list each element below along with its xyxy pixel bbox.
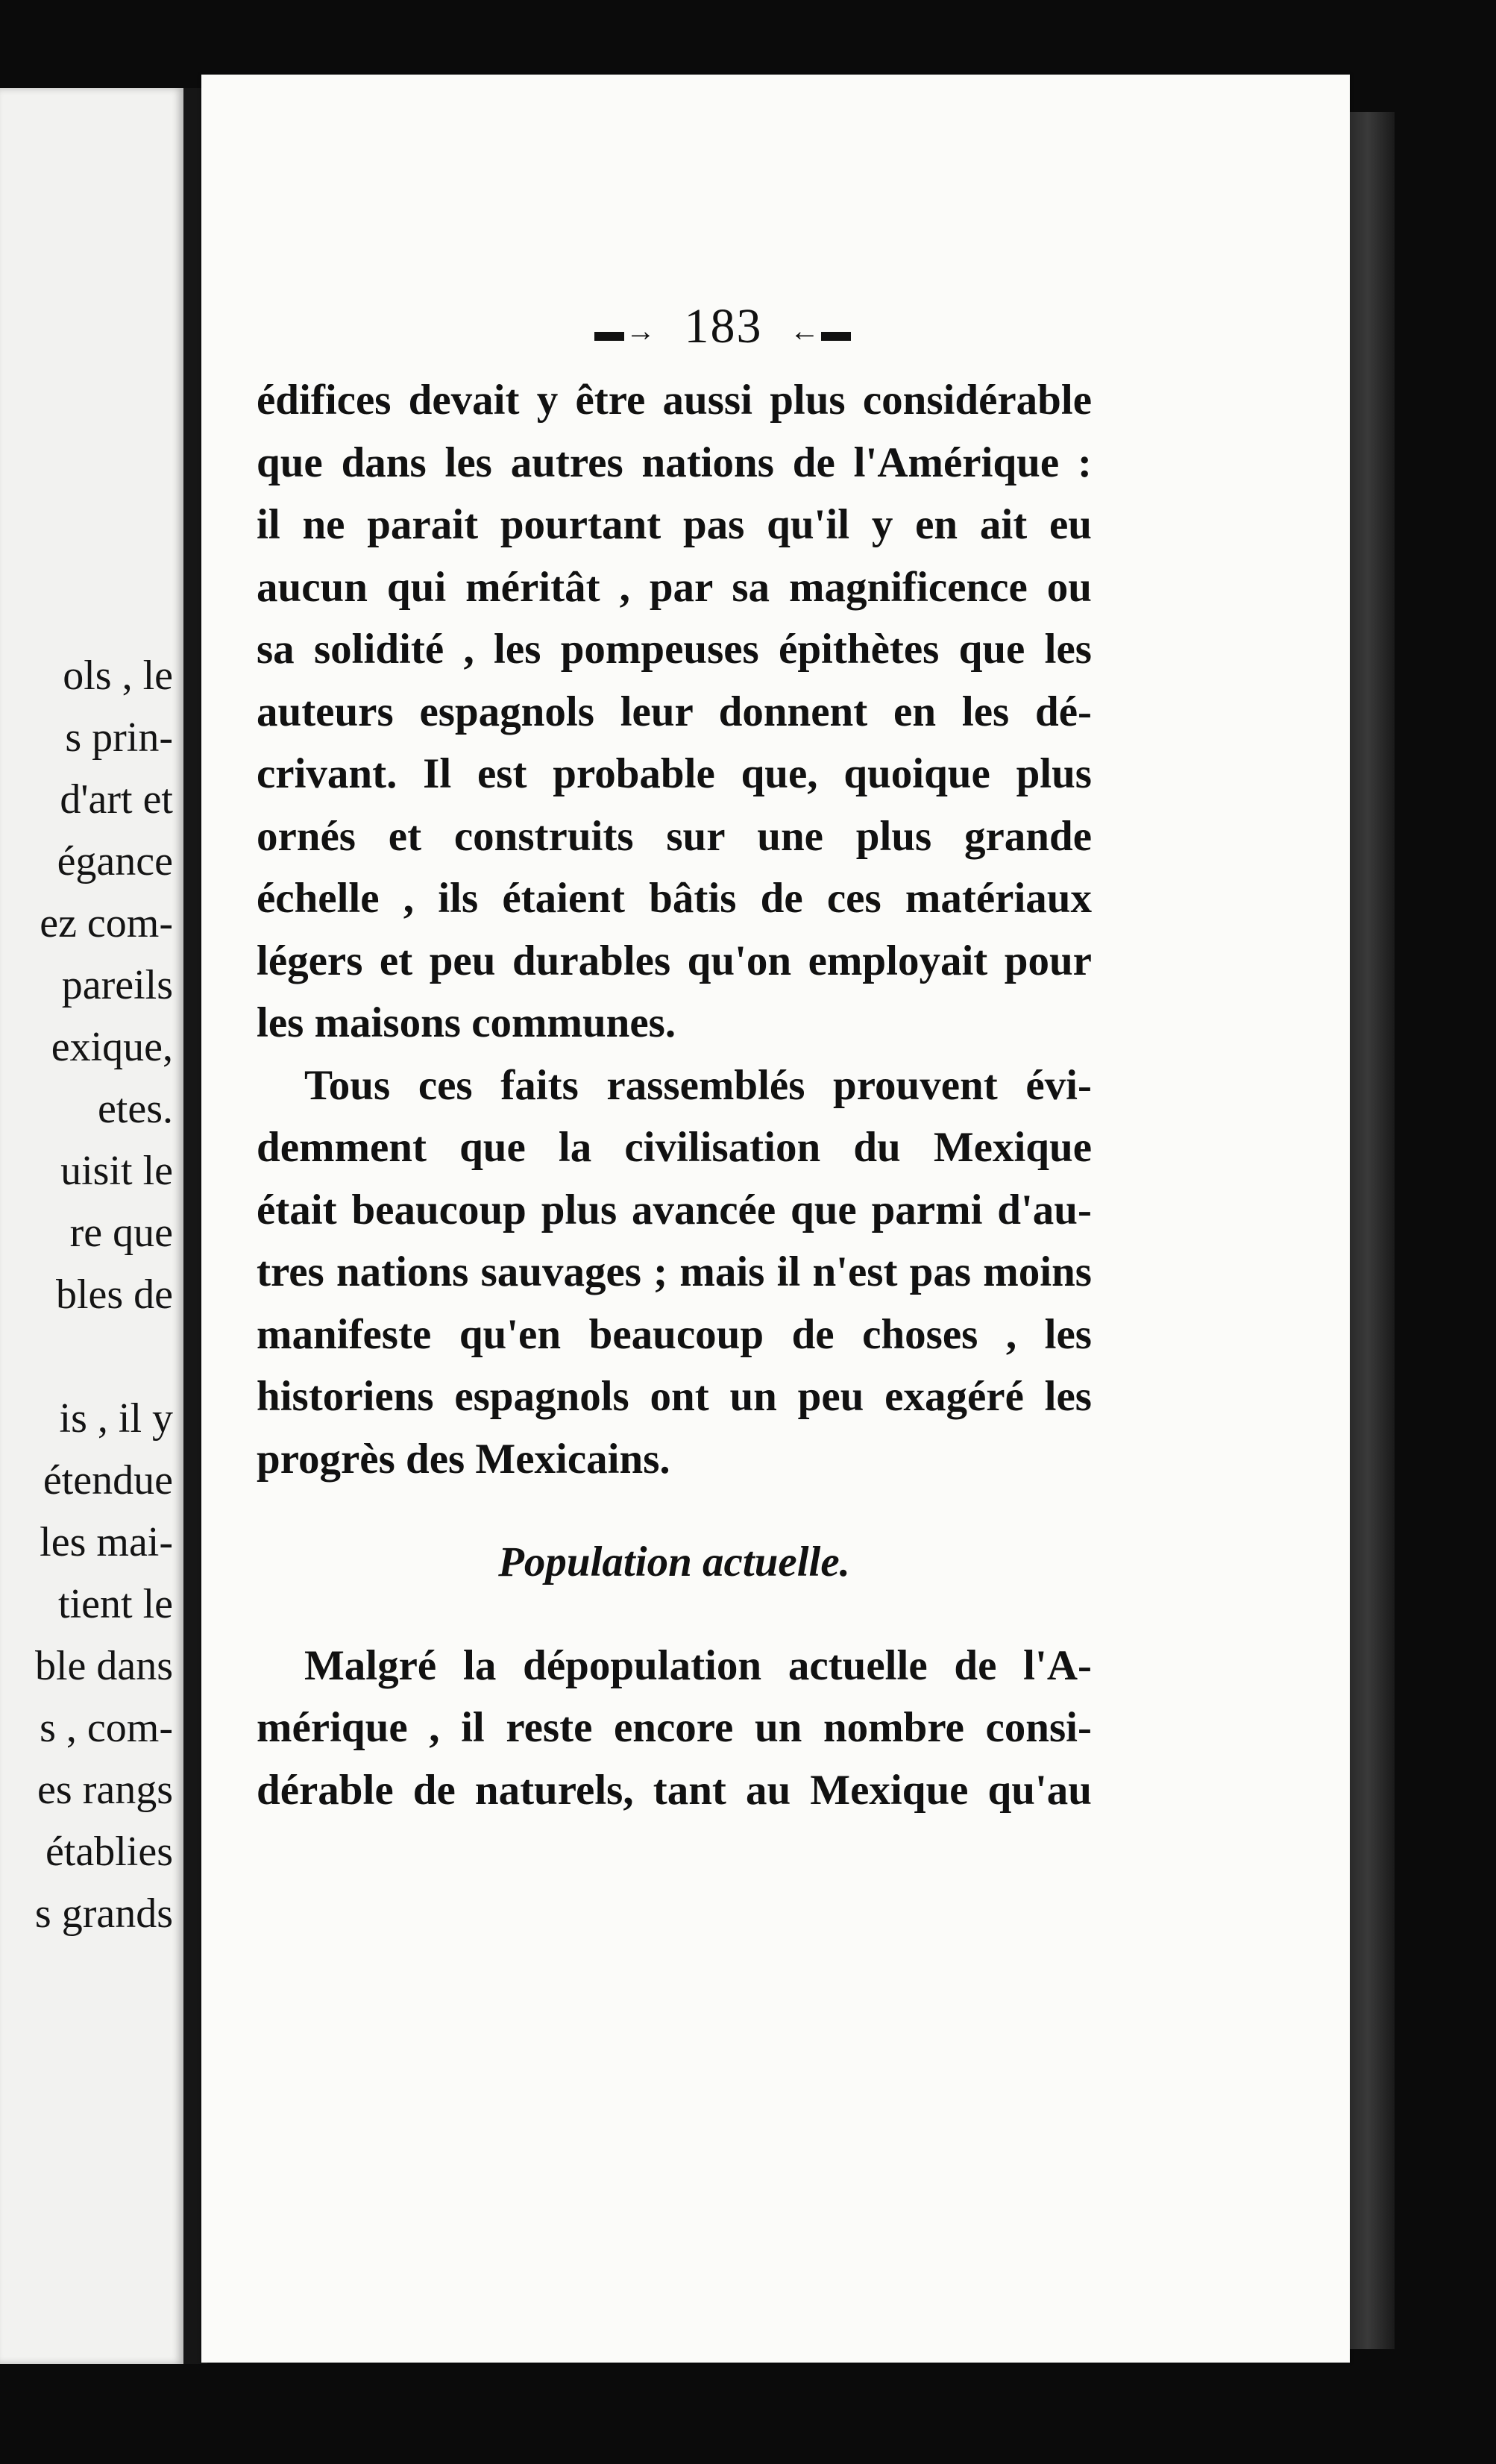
- left-page-line: etes.: [97, 1086, 173, 1132]
- section-heading: Population actuelle.: [498, 1539, 850, 1585]
- left-page-line: pareils: [61, 962, 173, 1008]
- left-page-line: établies: [45, 1829, 173, 1875]
- page-body: [257, 369, 1092, 1821]
- text-line: mérique , il reste encore un nombre consi-: [257, 1704, 1092, 1751]
- text-line: demment que la civilisation du Mexique: [257, 1124, 1092, 1171]
- ornament-left-icon: ▬→: [594, 314, 657, 348]
- left-page-line: les mai-: [40, 1519, 173, 1565]
- text-line: auteurs espagnols leur donnent en les dé-: [257, 688, 1092, 735]
- paragraph-3: [257, 1635, 1092, 1822]
- text-line: édifices devait y être aussi plus considérable: [257, 377, 1092, 424]
- text-line: progrès des Mexicains.: [257, 1435, 670, 1483]
- left-page-line: re que: [69, 1210, 173, 1256]
- text-line: Tous ces faits rassemblés prouvent évi-: [304, 1061, 1092, 1109]
- left-page-line: s grands: [34, 1891, 173, 1937]
- text-line: que dans les autres nations de l'Amérique :: [257, 439, 1092, 486]
- page-number: 183: [684, 299, 763, 353]
- text-line: légers et peu durables qu'on employait pour: [257, 937, 1092, 984]
- left-page-line: ez com-: [40, 900, 173, 946]
- left-page-line: bles de: [55, 1272, 173, 1318]
- left-page-line: d'art et: [60, 776, 173, 823]
- text-line: sa solidité , les pompeuses épithètes que les: [257, 626, 1092, 673]
- text-line: manifeste qu'en beaucoup de choses , les: [257, 1310, 1092, 1358]
- text-line: échelle , ils étaient bâtis de ces matériaux: [257, 875, 1092, 922]
- text-line: les maisons communes.: [257, 999, 676, 1046]
- text-line: tres nations sauvages ; mais il n'est pas moins: [257, 1248, 1092, 1295]
- left-page-line: es rangs: [37, 1767, 173, 1813]
- left-page-line: étendue: [43, 1457, 173, 1503]
- left-page: [0, 88, 183, 2364]
- left-page-line: exique,: [51, 1024, 173, 1070]
- ornament-right-icon: ←▬: [790, 314, 852, 348]
- text-line: aucun qui méritât , par sa magnificence ou: [257, 563, 1092, 611]
- main-page: [201, 75, 1350, 2363]
- left-page-line: ble dans: [34, 1643, 173, 1689]
- left-page-line: uisit le: [60, 1148, 173, 1194]
- text-line: historiens espagnols ont un peu exagéré les: [257, 1373, 1092, 1420]
- left-page-line: s prin-: [65, 714, 173, 761]
- left-page-line: égance: [57, 838, 173, 884]
- paragraph-2: [257, 1055, 1092, 1491]
- left-page-line: ols , le: [63, 653, 173, 699]
- text-line: Malgré la dépopulation actuelle de l'A-: [304, 1641, 1092, 1689]
- text-line: crivant. Il est probable que, quoique plus: [257, 750, 1092, 797]
- paragraph-1: [257, 369, 1092, 1055]
- page-header: [149, 298, 1298, 355]
- text-line: dérable de naturels, tant au Mexique qu'au: [257, 1766, 1092, 1814]
- text-line: il ne parait pourtant pas qu'il y en ait eu: [257, 501, 1092, 548]
- left-page-line: tient le: [58, 1581, 173, 1627]
- left-page-line: s , com-: [40, 1705, 173, 1751]
- text-line: ornés et construits sur une plus grande: [257, 812, 1092, 860]
- text-line: était beaucoup plus avancée que parmi d'au-: [257, 1186, 1092, 1233]
- left-page-line: is , il y: [59, 1395, 173, 1442]
- book-edge: [1350, 112, 1395, 2349]
